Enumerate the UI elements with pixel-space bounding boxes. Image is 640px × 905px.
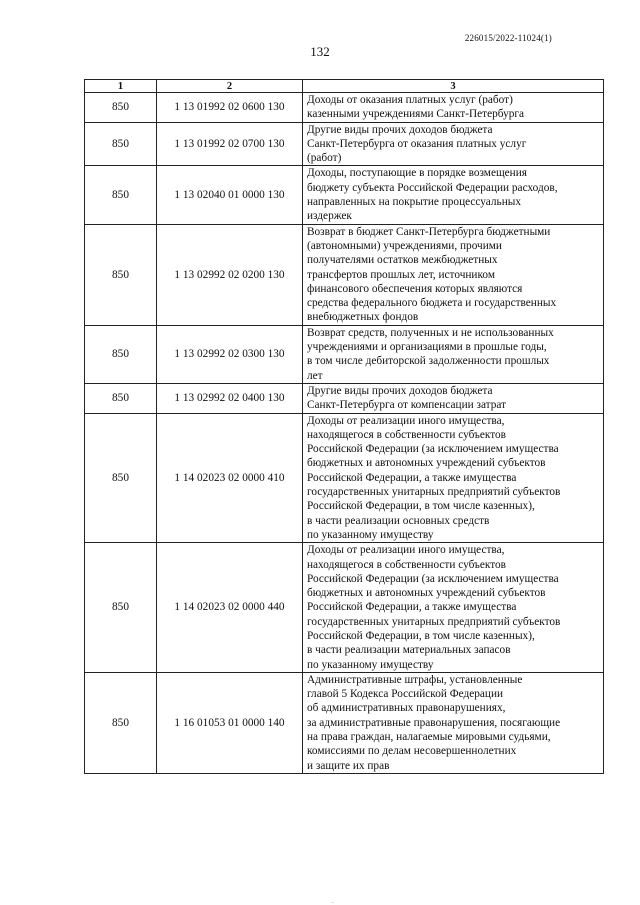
description-line: Российской Федерации (за исключением имущества (307, 443, 559, 456)
budget-code-cell: 1 14 02023 02 0000 410 (157, 413, 303, 543)
description-line: в части реализации основных средств (307, 514, 490, 527)
description-line: финансового обеспечения которых являются (307, 282, 523, 295)
description-line: в части реализации материальных запасов (307, 644, 511, 657)
table-header-row (85, 80, 604, 93)
table-row (85, 672, 604, 773)
budget-code-cell: 1 16 01053 01 0000 140 (157, 672, 303, 773)
description-line: Российской Федерации, в том числе казенных), (307, 629, 535, 642)
admin-code-cell: 850 (85, 93, 157, 123)
description-line: Доходы от реализации иного имущества, (307, 414, 505, 427)
doc-number: 226015/2022-11024(1) (464, 33, 552, 43)
column-header-2: 2 (157, 80, 303, 93)
budget-code-cell: 1 13 02992 02 0300 130 (157, 325, 303, 383)
description-line: (работ) (307, 152, 342, 165)
table-row (85, 543, 604, 673)
description-line: получателями остатков межбюджетных (307, 254, 498, 267)
description-cell (303, 122, 604, 166)
description-line: издержек (307, 210, 352, 223)
admin-code-cell: 850 (85, 672, 157, 773)
description-cell (303, 383, 604, 413)
description-line: казенными учреждениями Санкт-Петербурга (307, 108, 525, 121)
description-line: лет (307, 369, 323, 382)
description-line: средства федерального бюджета и государственных (307, 297, 557, 310)
description-line: находящегося в собственности субъектов (307, 428, 507, 441)
description-line: Другие виды прочих доходов бюджета (307, 123, 493, 136)
description-line: Российской Федерации, а также имущества (307, 471, 517, 484)
table-row (85, 122, 604, 166)
description-line: находящегося в собственности субъектов (307, 558, 507, 571)
description-cell (303, 166, 604, 224)
description-line: в том числе дебиторской задолженности прошлых (307, 355, 550, 368)
description-line: государственных унитарных предприятий субъектов (307, 486, 561, 499)
budget-code-cell: 1 13 02992 02 0400 130 (157, 383, 303, 413)
description-line: внебюджетных фондов (307, 311, 419, 324)
budget-code-cell: 1 13 02992 02 0200 130 (157, 224, 303, 325)
table-row (85, 166, 604, 224)
table-row (85, 224, 604, 325)
table-row (85, 325, 604, 383)
description-line: Возврат средств, полученных и не использованных (307, 326, 554, 339)
description-line: Российской Федерации, а также имущества (307, 601, 517, 614)
description-line: за административные правонарушения, посягающие (307, 716, 561, 729)
admin-code-cell: 850 (85, 166, 157, 224)
page-number: 132 (310, 44, 330, 59)
description-line: по указанному имуществу (307, 658, 434, 671)
description-line: на права граждан, налагаемые мировыми судьями, (307, 731, 551, 744)
description-cell (303, 543, 604, 673)
description-line: по указанному имуществу (307, 528, 434, 541)
description-line: главой 5 Кодекса Российской Федерации (307, 688, 504, 701)
description-line: Российской Федерации, в том числе казенных), (307, 500, 535, 513)
description-cell (303, 224, 604, 325)
description-line: об административных правонарушениях, (307, 702, 506, 715)
budget-code-cell: 1 13 01992 02 0700 130 (157, 122, 303, 166)
description-line: направленных на покрытие процессуальных (307, 196, 521, 209)
revenue-codes-table (84, 79, 604, 774)
description-line: (автономными) учреждениями, прочими (307, 239, 502, 252)
table-row (85, 413, 604, 543)
table-row (85, 93, 604, 123)
column-header-1: 1 (85, 80, 157, 93)
budget-code-cell: 1 13 01992 02 0600 130 (157, 93, 303, 123)
table-row (85, 383, 604, 413)
admin-code-cell: 850 (85, 543, 157, 673)
description-line: Санкт-Петербурга от оказания платных услуг (307, 137, 527, 150)
description-line: бюджетных и автономных учреждений субъектов (307, 587, 546, 600)
description-cell (303, 413, 604, 543)
description-line: трансфертов прошлых лет, источником (307, 268, 495, 281)
description-line: бюджету субъекта Российской Федерации расходов, (307, 181, 558, 194)
description-line: учреждениями и организациями в прошлые годы, (307, 341, 547, 354)
budget-code-cell: 1 14 02023 02 0000 440 (157, 543, 303, 673)
description-line: Доходы, поступающие в порядке возмещения (307, 167, 527, 180)
footer-mark: . (332, 897, 334, 905)
description-cell (303, 93, 604, 123)
description-line: государственных унитарных предприятий субъектов (307, 615, 561, 628)
description-line: комиссиями по делам несовершеннолетних (307, 745, 517, 758)
admin-code-cell: 850 (85, 383, 157, 413)
description-line: Санкт-Петербурга от компенсации затрат (307, 399, 507, 412)
description-cell (303, 325, 604, 383)
description-line: Другие виды прочих доходов бюджета (307, 384, 493, 397)
description-line: и защите их прав (307, 759, 390, 772)
admin-code-cell: 850 (85, 325, 157, 383)
description-line: Административные штрафы, установленные (307, 673, 523, 686)
description-line: Российской Федерации (за исключением имущества (307, 572, 559, 585)
admin-code-cell: 850 (85, 122, 157, 166)
description-line: Доходы от реализации иного имущества, (307, 544, 505, 557)
column-header-3: 3 (303, 80, 604, 93)
budget-code-cell: 1 13 02040 01 0000 130 (157, 166, 303, 224)
admin-code-cell: 850 (85, 224, 157, 325)
description-line: бюджетных и автономных учреждений субъектов (307, 457, 546, 470)
description-line: Возврат в бюджет Санкт-Петербурга бюджетными (307, 225, 551, 238)
description-line: Доходы от оказания платных услуг (работ) (307, 94, 513, 106)
admin-code-cell: 850 (85, 413, 157, 543)
description-cell (303, 672, 604, 773)
